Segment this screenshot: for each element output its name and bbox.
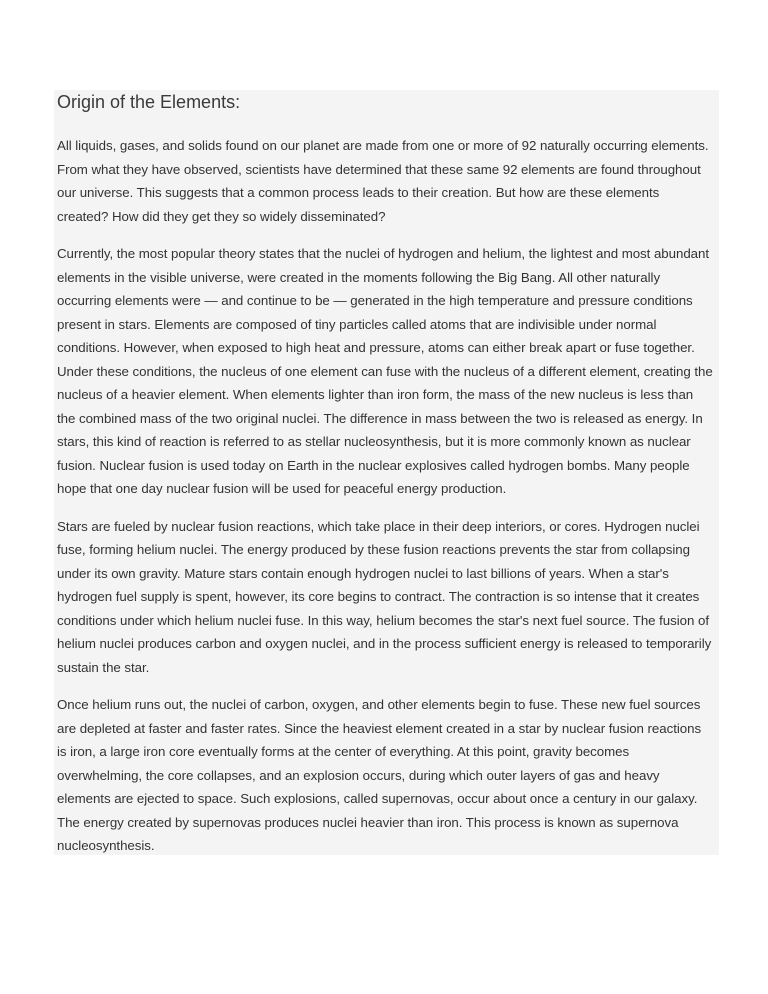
paragraph-supernova: Once helium runs out, the nuclei of carbon, oxygen, and other elements begin to fuse. These new fuel sources are depleted at faster and faster rates. Since the heaviest element created in a star by nuclear fusion reactions is iron, a large iron core eventually forms at the center of everything. At this point, gravity becomes overwhelming, the core collapses, and an explosion occurs, during which outer layers of gas and heavy elements are ejected to space. Such explosions, called supernovas, occur about once a century in our galaxy. The energy created by supernovas produces nuclei heavier than iron. This process is known as supernova nucleosynthesis. [57, 697, 702, 853]
paragraph-stellar-fusion: Stars are fueled by nuclear fusion reactions, which take place in their deep interiors, or cores. Hydrogen nuclei fuse, forming helium nuclei. The energy produced by these fusion reactions prevents the star from collapsing under its own gravity. Mature stars contain enough hydrogen nuclei to last billions of years. When a star's hydrogen fuel supply is spent, however, its core begins to contract. The contraction is so intense that it creates conditions under which helium nuclei fuse. In this way, helium becomes the star's next fuel source. The fusion of helium nuclei produces carbon and oxygen nuclei, and in the process sufficient energy is released to temporarily sustain the star. [57, 518, 712, 675]
document-content-box [54, 90, 719, 855]
paragraph-intro: All liquids, gases, and solids found on our planet are made from one or more of 92 naturally occurring elements. From what they have observed, scientists have determined that these same 92 elements are found throughout our universe. This suggests that a common process leads to their creation. But how are these elements created? How did they get they so widely disseminated? [57, 138, 709, 224]
document-title: Origin of the Elements: [57, 92, 241, 112]
paragraph-big-bang-theory: Currently, the most popular theory states that the nuclei of hydrogen and helium, the lightest and most abundant elements in the visible universe, were created in the moments following the Big Bang. All other naturally occurring elements were — and continue to be — generated in the high temperature and pressure conditions present in stars. Elements are composed of tiny particles called atoms that are indivisible under normal conditions. However, when exposed to high heat and pressure, atoms can either break apart or fuse together. Under these conditions, the nucleus of one element can fuse with the nucleus of a different element, creating the nucleus of a heavier element. When elements lighter than iron form, the mass of the new nucleus is less than the combined mass of the two original nuclei. The difference in mass between the two is released as energy. In stars, this kind of reaction is referred to as stellar nucleosynthesis, but it is more commonly known as nuclear fusion. Nuclear fusion is used today on Earth in the nuclear explosives called hydrogen bombs. Many people hope that one day nuclear fusion will be used for peaceful energy production. [57, 246, 713, 496]
